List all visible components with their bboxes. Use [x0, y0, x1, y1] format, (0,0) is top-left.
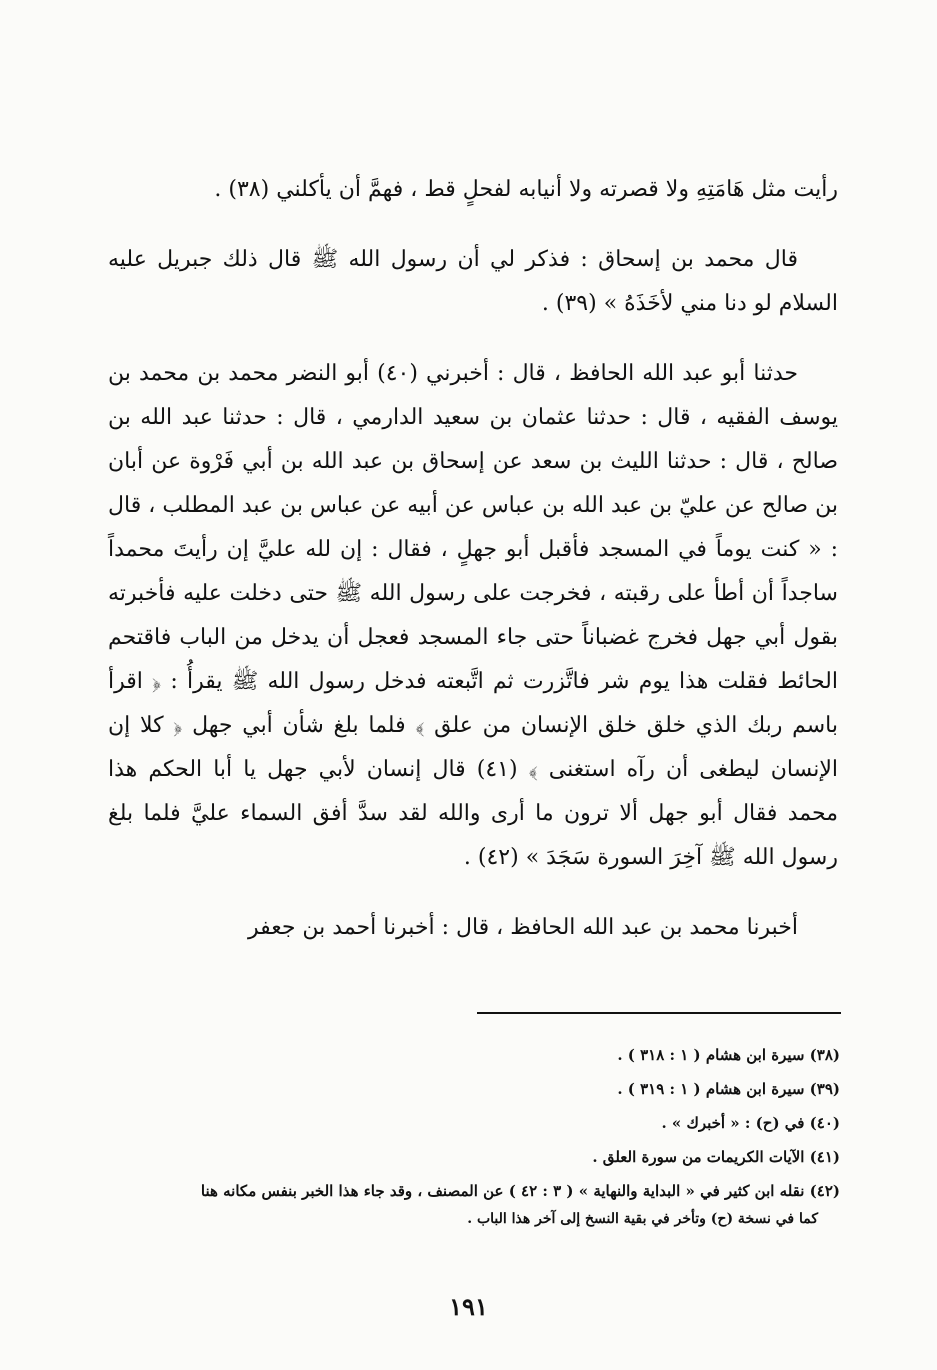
main-text: [108, 168, 838, 976]
paragraph-text: قال محمد بن إسحاق : فذكر لي أن رسول الله ﷺ قال ذلك جبريل عليه السلام لو دنا مني لأخَذَهُ » (٣٩) .: [108, 247, 838, 316]
footnote: (٤٢) نقله ابن كثير في « البداية والنهاية » ( ٣ : ٤٢ ) عن المصنف ، وقد جاء هذا الخبر بنفس مكانه هنا: [200, 1182, 840, 1200]
paragraph: [108, 168, 838, 212]
footnote: (٣٩) سيرة ابن هشام ( ١ : ٣١٩ ) .: [617, 1080, 840, 1098]
footnote: (٤١) الآيات الكريمات من سورة العلق .: [592, 1148, 840, 1166]
paragraph-text: رأيت مثل هَامَتِهِ ولا قصرته ولا أنيابه لفحلٍ قط ، فهمَّ أن يأكلني (٣٨) .: [214, 177, 838, 202]
footnote: (٤٠) في (ح) : « أخبرك » .: [661, 1114, 840, 1132]
paragraph: [108, 352, 838, 880]
footnote-divider: [477, 1012, 841, 1014]
paragraph-text: حدثنا أبو عبد الله الحافظ ، قال : أخبرني (٤٠) أبو النضر محمد بن محمد بن يوسف الفقيه ، قال : حدثنا عثمان بن سعيد الدارمي ، قال : حدثنا عبد الله بن صالح ، قال : حدثنا الليث بن سعد عن إسحاق بن عبد الله بن أبي فَرْوة عن أبان بن صالح عن عليّ بن عبد الله بن عباس عن أبيه عن عباس بن عبد المطلب ، قال : « كنت يوماً في المسجد فأقبل أبو جهلٍ ، فقال : إن لله عليَّ إن رأيتَ محمداً ساجداً أن أطأ على رقبته ، فخرجت على رسول الله ﷺ حتى دخلت عليه فأخبرته بقول أبي جهل فخرج غضباناً حتى جاء المسجد فعجل أن يدخل من الباب فاقتحم الحائط فقلت هذا يوم شر فاتَّزرت ثم اتَّبعته فدخل رسول الله ﷺ يقرأُ : ﴿ اقرأ باسم ربك الذي خلق خلق الإنسان من علق ﴾ فلما بلغ شأن أبي جهل ﴿ كلا إن الإنسان ليطغى أن رآه استغنى ﴾ (٤١) قال إنسان لأبي جهل يا أبا الحكم هذا محمد فقال أبو جهل ألا ترون ما أرى والله لقد سدَّ أفق السماء عليَّ فلما بلغ رسول الله ﷺ آخِرَ السورة سَجَدَ » (٤٢) .: [108, 361, 839, 870]
footnote-continuation: كما في نسخة (ح) وتأخر في بقية النسخ إلى آخر هذا الباب .: [467, 1211, 818, 1227]
page-number: ١٩١: [449, 1292, 488, 1321]
paragraph-text: أخبرنا محمد بن عبد الله الحافظ ، قال : أخبرنا أحمد بن جعفر: [247, 915, 798, 940]
footnotes: [100, 1038, 840, 1236]
paragraph: [108, 906, 838, 950]
footnote: (٣٨) سيرة ابن هشام ( ١ : ٣١٨ ) .: [617, 1046, 840, 1064]
paragraph: [108, 238, 838, 326]
